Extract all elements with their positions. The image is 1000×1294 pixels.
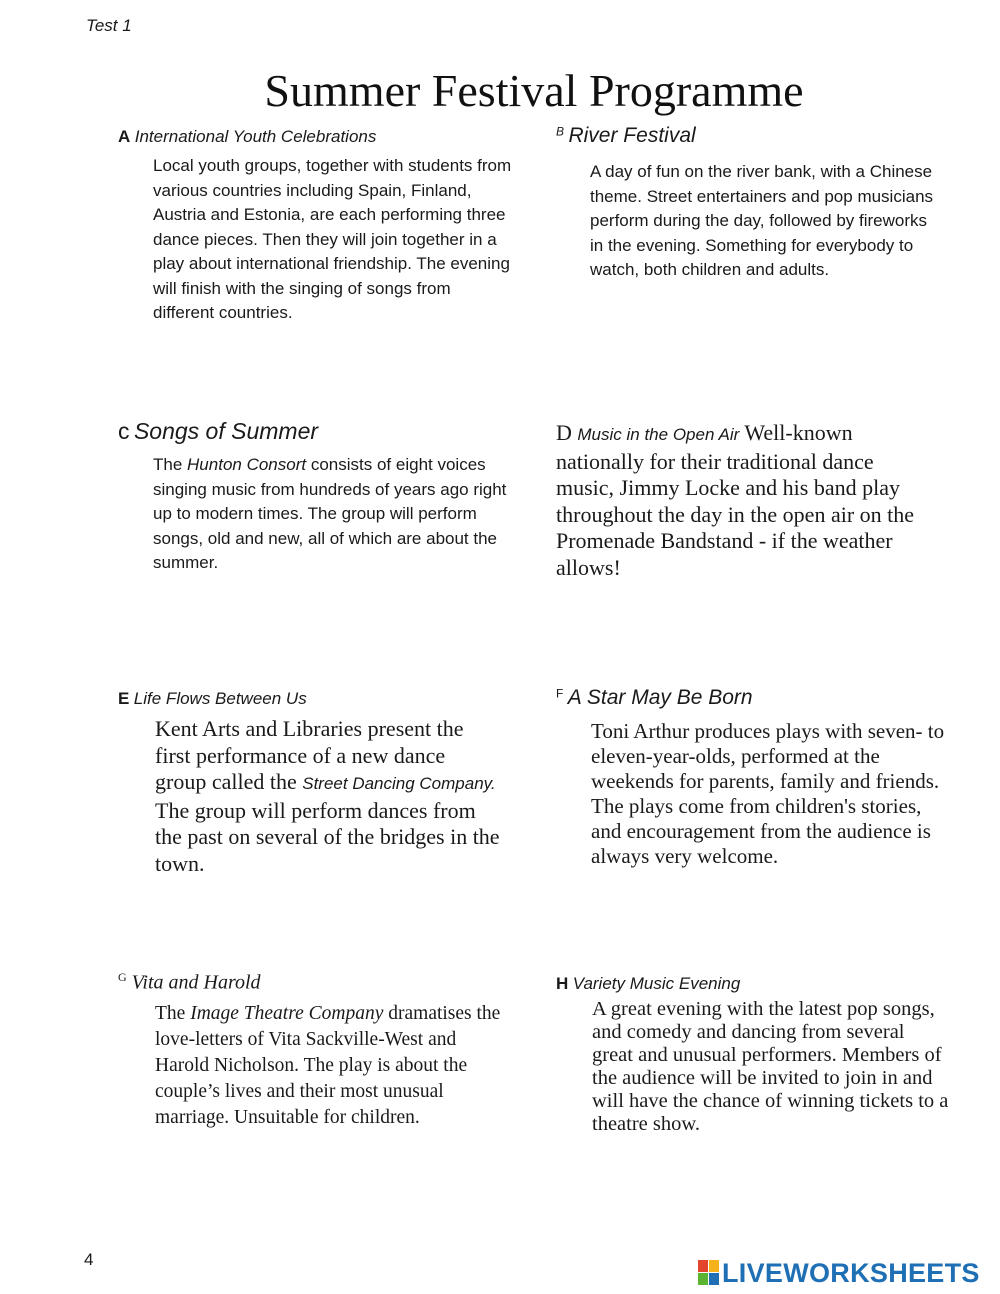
section-a-title: International Youth Celebrations [134, 127, 377, 146]
section-d-block [556, 420, 936, 581]
ensemble-name: Hunton Consort [187, 455, 307, 474]
section-b-body: A day of fun on the river bank, with a Chinese theme. Street entertainers and pop musicians perform during the day, followed by fireworks in the evening. Something for everybody to watch, both children and adults. [590, 162, 934, 279]
section-a-heading [118, 127, 376, 147]
section-g-body: The Image Theatre Company dramatises the love-letters of Vita Sackville-West and Harold Nicholson. The play is about the couple’s lives and their most unusual marriage. Unsuitable for children. [155, 1003, 501, 1128]
section-e-heading [118, 689, 307, 709]
logo-text: LIVEWORKSHEETS [722, 1257, 980, 1288]
page-title: Summer Festival Programme [264, 65, 804, 116]
section-h-body: A great evening with the latest pop songs, and comedy and dancing from several great and unusual performers. Members of the audience will be invited to join in and will have the chance of winning tickets to a theatre show. [592, 998, 949, 1135]
section-f-heading [556, 686, 753, 710]
company-name: Street Dancing Company. [302, 774, 496, 793]
section-b-title: River Festival [568, 124, 696, 147]
section-h-letter: H [556, 974, 569, 993]
section-c-title: Songs of Summer [133, 418, 319, 444]
section-f-body: Toni Arthur produces plays with seven- to eleven-year-olds, performed at the weekends for parents, family and friends. The plays come from children's stories, and encouragement from the audience is always very welcome. [591, 719, 945, 868]
section-h-heading [556, 974, 740, 994]
test-label: Test 1 [86, 16, 132, 35]
section-c-letter: c [118, 418, 130, 444]
section-f-title: A Star May Be Born [567, 686, 753, 709]
section-c-body: The Hunton Consort consists of eight voices singing music from hundreds of years ago right up to modern times. The group will perform songs, old and new, all of which are about the summer. [153, 455, 507, 572]
section-b-heading [556, 124, 696, 148]
theatre-company-name: Image Theatre Company [190, 1003, 384, 1024]
section-e-letter: E [118, 689, 130, 708]
section-c-heading [118, 418, 318, 445]
liveworksheets-logo[interactable] [698, 1258, 980, 1288]
section-g-heading [118, 970, 261, 995]
section-e-body: Kent Arts and Libraries present the first performance of a new dance group called the Street Dancing Company. The group will perform dances from the past on several of the bridges in the town. [155, 716, 500, 876]
section-a-letter: A [118, 127, 131, 146]
section-d-title: Music in the Open Air [577, 425, 740, 444]
section-d-body: Well-known nationally for their traditional dance music, Jimmy Locke and his band play throughout the day in the open air on the Promenade Bandstand - if the weather allows! [556, 420, 915, 580]
section-b-letter: B [556, 124, 565, 139]
section-e-title: Life Flows Between Us [133, 689, 307, 708]
section-a-body: Local youth groups, together with students from various countries including Spain, Finland, Austria and Estonia, are each performing three dance pieces. Then they will join together in a play about international friendship. The evening will finish with the singing of songs from different countries. [153, 156, 512, 322]
section-d-letter: D [556, 420, 572, 445]
logo-squares-icon [698, 1260, 720, 1286]
page-number: 4 [84, 1250, 94, 1269]
section-g-letter: G [118, 970, 127, 984]
section-f-letter: F [556, 686, 564, 701]
section-h-title: Variety Music Evening [572, 974, 741, 993]
section-g-title: Vita and Harold [131, 971, 261, 994]
